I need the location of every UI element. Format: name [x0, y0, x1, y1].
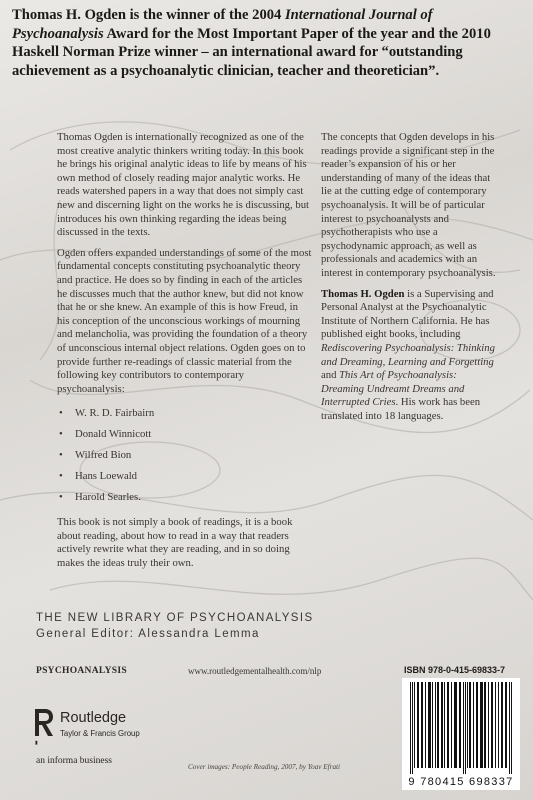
description-paragraph: Ogden offers expanded understandings of some of the most fundamental concepts constituting psychoanalytic theory and practice. He does so by finding in each of the articles he discusses much that the author knew, but did not know that he or she knew. An example of this is how Freud, in his conception of the unconscious workings of mourning and melancholia, was providing the foundation of a theory of unconscious internal object relations. Ogden goes on to provide further re-readings of classic material from the following key contributors to contemporary psychoanalysis: — [57, 246, 312, 395]
description-paragraph: This book is not simply a book of readings, it is a book about reading, about how to read in a way that readers actively rewrite what they are reading, and in so doing makes the ideas truly their own. — [57, 516, 293, 570]
barcode-bars — [408, 682, 514, 774]
author-name: Thomas H. Ogden — [321, 287, 405, 300]
barcode-bar — [469, 682, 471, 768]
series-info — [36, 610, 314, 642]
list-item: • W. R. D. Fairbairn — [59, 403, 313, 424]
barcode-bar — [480, 682, 483, 768]
cover-credit: Cover images: People Reading, 2007, by Yoav Efrati — [188, 763, 341, 771]
list-item: • Hans Loewald — [59, 466, 313, 487]
barcode-bar — [498, 682, 499, 768]
barcode-bar — [444, 682, 445, 768]
publisher-group: Taylor & Francis Group — [60, 729, 140, 738]
barcode-bar — [451, 682, 452, 768]
list-item: • Wilfred Bion — [59, 445, 313, 466]
barcode-bar — [465, 682, 466, 774]
book-title: This Art of Psychoanalysis: Dreaming Undreamt Dreams and Interrupted Cries — [321, 369, 465, 409]
journal-title: International Journal of Psychoanalysis — [12, 7, 433, 42]
description-column-left — [57, 131, 313, 578]
barcode-bar — [414, 682, 415, 768]
barcode-bar — [447, 682, 449, 768]
barcode-bar — [476, 682, 478, 768]
barcode-bar — [511, 682, 512, 774]
barcode-bar — [491, 682, 493, 768]
barcode-bar — [437, 682, 439, 768]
informa-tagline: an informa business — [36, 756, 112, 766]
contributors-list — [59, 403, 313, 508]
description-paragraph: Thomas Ogden is internationally recognized as one of the most creative analytic thinkers writing today. In this book he brings his original analytic ideas to life by means of his own method of closely reading major analytic works. He reads watershed papers in a way that does not simply cast new and discerning light on the works he is discussing, but introduces his own thinking regarding the ideas being discussed in the texts. — [57, 131, 310, 239]
barcode-bar — [425, 682, 426, 768]
barcode-bar — [505, 682, 507, 768]
isbn-label: ISBN 978-0-415-69833-7 — [404, 665, 506, 675]
svg-text:▮: ▮ — [35, 740, 38, 746]
barcode-bar — [410, 682, 411, 774]
barcode-bar — [454, 682, 457, 768]
description-paragraph: The concepts that Ogden develops in his readings provide a significant step in the reader’s expansion of his or her understanding of many of the ideas that lie at the cutting edge of contemporary psychoanalysis. It will be of particular interest to psychoanalysts and psychotherapists who use a psychodynamic approach, as well as professionals and academics with an interest in contemporary psychoanalysis. — [321, 131, 496, 279]
barcode-bar — [421, 682, 423, 768]
barcode-bar — [417, 682, 419, 768]
barcode-bar — [495, 682, 496, 768]
barcode-bar — [435, 682, 436, 768]
website-url: www.routledgementalhealth.com/nlp — [188, 666, 322, 676]
series-editor: General Editor: Alessandra Lemma — [36, 628, 260, 640]
barcode-number: 9 780415 698337 — [408, 776, 514, 788]
book-title: Rediscovering Psychoanalysis: Thinking and Dreaming, Learning and Forgetting — [321, 341, 495, 368]
barcode-bar — [509, 682, 510, 774]
barcode-bar — [459, 682, 461, 768]
publisher-logo — [34, 708, 164, 748]
description-column-right — [321, 131, 499, 430]
series-name: THE NEW LIBRARY OF PSYCHOANALYSIS — [36, 612, 314, 624]
subject-category: PSYCHOANALYSIS — [36, 666, 127, 676]
publisher-name: Routledge — [60, 710, 127, 726]
barcode — [402, 678, 520, 790]
routledge-logo-icon — [34, 708, 54, 746]
barcode-bar — [428, 682, 431, 768]
barcode-bar — [441, 682, 443, 768]
barcode-bar — [412, 682, 413, 774]
barcode-bar — [467, 682, 468, 768]
barcode-bar — [463, 682, 464, 774]
barcode-bar — [501, 682, 503, 768]
list-item: • Harold Searles. — [59, 487, 313, 508]
list-item: • Donald Winnicott — [59, 424, 313, 445]
barcode-bar — [432, 682, 433, 768]
barcode-bar — [484, 682, 486, 768]
author-bio: Thomas H. Ogden is a Supervising and Personal Analyst at the Psychoanalytic Institute of Northern California. He has published eight books, including Rediscovering Psychoanalysis: Thinking and Dreaming, Learning and Forgetting and This Art of Psychoanalysis: Dreaming Undreamt Dreams and Interrupted Cries. His work has been translated into 18 languages. — [321, 287, 495, 422]
award-blurb: Thomas H. Ogden is the winner of the 2004 International Journal of Psychoanalysis Award for the Most Important Paper of the year and the 2010 Haskell Norman Prize winner – an international award for “outstanding achievement as a psychoanalytic clinician, teacher and theoretician”. — [12, 7, 491, 79]
barcode-bar — [473, 682, 474, 768]
barcode-bar — [488, 682, 489, 768]
